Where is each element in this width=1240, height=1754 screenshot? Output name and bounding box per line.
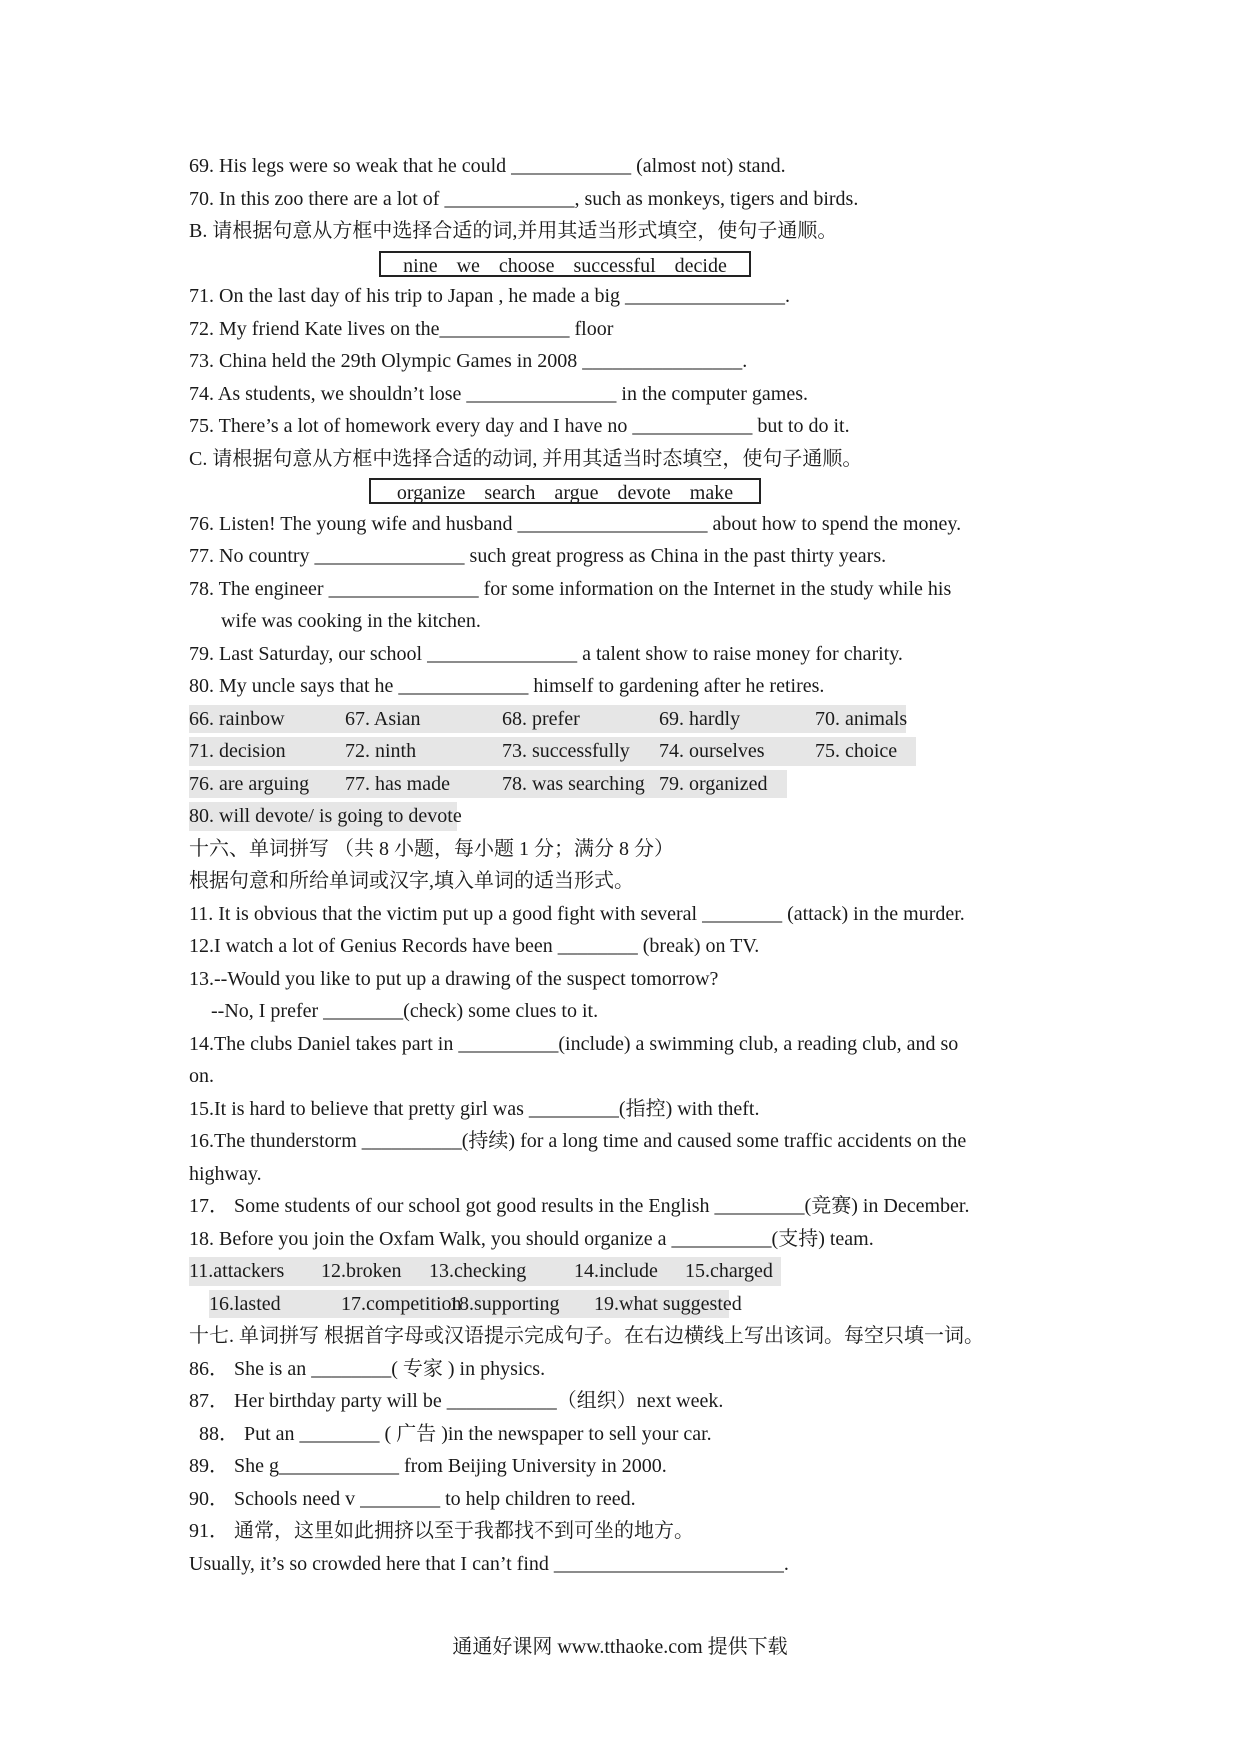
- answer-item: 16.lasted: [209, 1292, 281, 1315]
- question-line: 69. His legs were so weak that he could ____________ (almost not) stand.: [189, 155, 786, 177]
- question-line: highway.: [189, 1162, 262, 1185]
- question-line: 十六、单词拼写 （共 8 小题，每小题 1 分；满分 8 分）: [189, 837, 674, 860]
- question-line: 73. China held the 29th Olympic Games in 2008 ________________.: [189, 350, 748, 372]
- question-line: 根据句意和所给单词或汉字,填入单词的适当形式。: [189, 870, 634, 892]
- question-line: 89． She g____________ from Beijing University in 2000.: [189, 1455, 667, 1477]
- answer-item: 67. Asian: [345, 707, 421, 730]
- question-line: 十七. 单词拼写 根据首字母或汉语提示完成句子。在右边横线上写出该词。每空只填一词。: [189, 1325, 984, 1347]
- answer-item: 76. are arguing: [189, 772, 310, 795]
- answer-item: 70. animals: [815, 707, 908, 730]
- answer-item: 15.charged: [685, 1260, 773, 1282]
- answer-row: [189, 1255, 1069, 1288]
- answer-item: 80. will devote/ is going to devote: [189, 805, 462, 827]
- answer-item: 18.supporting: [449, 1292, 560, 1315]
- question-line: on.: [189, 1065, 214, 1087]
- question-line: C. 请根据句意从方框中选择合适的动词, 并用其适当时态填空，使句子通顺。: [189, 447, 863, 470]
- question-line: 13.--Would you like to put up a drawing of the suspect tomorrow?: [189, 967, 719, 990]
- word-box-b-row: [189, 248, 1069, 281]
- answer-item: 79. organized: [659, 772, 768, 795]
- answer-item: 73. successfully: [502, 740, 630, 762]
- answer-row: [189, 703, 1069, 736]
- question-line: 11. It is obvious that the victim put up a good fight with several ________ (attack) in the murder.: [189, 902, 965, 925]
- question-line: 88． Put an ________ ( 广告 )in the newspaper to sell your car.: [199, 1422, 712, 1445]
- answer-item: 19.what suggested: [594, 1292, 742, 1315]
- answer-item: 17.competition: [341, 1292, 462, 1315]
- answer-item: 77. has made: [345, 772, 450, 795]
- question-line: 86． She is an ________( 专家 ) in physics.: [189, 1357, 546, 1380]
- question-line: 12.I watch a lot of Genius Records have been ________ (break) on TV.: [189, 935, 760, 957]
- answer-item: 12.broken: [321, 1260, 402, 1282]
- question-line: B. 请根据句意从方框中选择合适的词,并用其适当形式填空，使句子通顺。: [189, 220, 838, 242]
- question-line: 14.The clubs Daniel takes part in __________(include) a swimming club, a reading club, and so: [189, 1032, 959, 1055]
- answer-row: [189, 735, 1069, 768]
- answer-row: [189, 800, 1069, 833]
- answer-item: 69. hardly: [659, 707, 741, 730]
- question-line: 17． Some students of our school got good results in the English _________(竞赛) in December.: [189, 1195, 970, 1217]
- word-box-b: nine we choose successful decide: [379, 251, 751, 277]
- answer-item: 74. ourselves: [659, 740, 765, 762]
- question-line: 72. My friend Kate lives on the_____________ floor: [189, 317, 614, 340]
- document-body: [189, 150, 1069, 1580]
- question-line: 78. The engineer _______________ for some information on the Internet in the study while his: [189, 577, 952, 600]
- answer-item: 68. prefer: [502, 707, 580, 730]
- answer-item: 78. was searching: [502, 772, 645, 795]
- footer-credit: 通通好课网 www.tthaoke.com 提供下载: [452, 1636, 788, 1658]
- question-line: 91． 通常，这里如此拥挤以至于我都找不到可坐的地方。: [189, 1520, 694, 1542]
- question-line: 79. Last Saturday, our school _______________ a talent show to raise money for charity.: [189, 642, 903, 665]
- question-line: 87． Her birthday party will be ___________（组织）next week.: [189, 1390, 724, 1412]
- answer-item: 13.checking: [429, 1260, 527, 1282]
- answer-row: [189, 768, 1069, 801]
- question-line: 71. On the last day of his trip to Japan , he made a big ________________.: [189, 285, 791, 307]
- question-line: Usually, it’s so crowded here that I can’t find _______________________.: [189, 1552, 789, 1575]
- answer-row: [189, 1288, 1069, 1321]
- question-line: 15.It is hard to believe that pretty girl was _________(指控) with theft.: [189, 1097, 760, 1120]
- question-line: 76. Listen! The young wife and husband ___________________ about how to spend the money.: [189, 512, 962, 535]
- question-line: 77. No country _______________ such great progress as China in the past thirty years.: [189, 545, 887, 567]
- answer-item: 66. rainbow: [189, 707, 285, 730]
- answer-item: 75. choice: [815, 740, 898, 762]
- question-line: 75. There’s a lot of homework every day and I have no ____________ but to do it.: [189, 415, 850, 437]
- word-box-c-row: [189, 475, 1069, 508]
- question-line: 90． Schools need v ________ to help children to reed.: [189, 1487, 636, 1510]
- answer-item: 71. decision: [189, 740, 286, 762]
- word-box-c: organize search argue devote make: [369, 478, 761, 504]
- question-line: 74. As students, we shouldn’t lose _______________ in the computer games.: [189, 382, 809, 405]
- question-line: 18. Before you join the Oxfam Walk, you should organize a __________(支持) team.: [189, 1227, 874, 1250]
- question-line: 80. My uncle says that he _____________ himself to gardening after he retires.: [189, 675, 825, 697]
- question-line: 16.The thunderstorm __________(持续) for a long time and caused some traffic accidents on the: [189, 1130, 967, 1152]
- answer-item: 72. ninth: [345, 740, 417, 762]
- question-line: 70. In this zoo there are a lot of _____________, such as monkeys, tigers and birds.: [189, 187, 859, 210]
- answer-item: 11.attackers: [189, 1260, 285, 1282]
- question-line: wife was cooking in the kitchen.: [221, 610, 481, 632]
- question-line: --No, I prefer ________(check) some clues to it.: [211, 1000, 599, 1022]
- answer-item: 14.include: [574, 1260, 658, 1282]
